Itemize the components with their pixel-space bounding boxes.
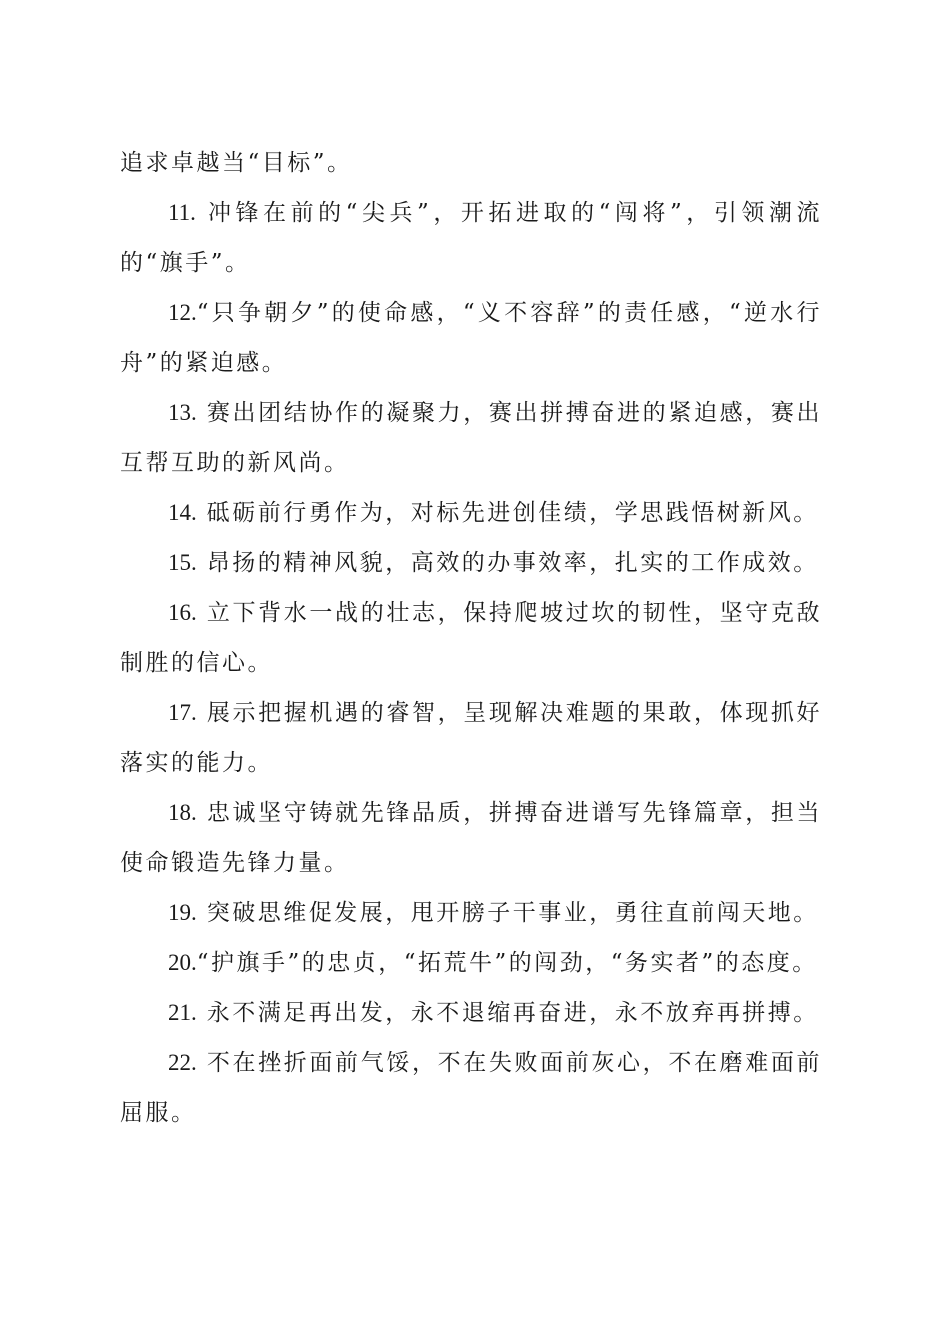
- item-number: 21.: [168, 1000, 197, 1025]
- item-text: 昂扬的精神风貌，高效的办事效率，扎实的工作成效。: [206, 550, 819, 576]
- item-text: “护旗手”的忠贞，“拓荒牛”的闯劲，“务实者”的态度。: [196, 950, 818, 976]
- list-item-13: [120, 388, 822, 488]
- list-item-20: [120, 938, 822, 988]
- item-number: 18.: [168, 800, 197, 825]
- item-text: 忠诚坚守铸就先锋品质，拼搏奋进谱写先锋篇章，担当使命锻造先锋力量。: [120, 800, 822, 876]
- list-item-16: [120, 588, 822, 688]
- item-number: 19.: [168, 900, 197, 925]
- list-item-12: [120, 288, 822, 388]
- list-item-15: [120, 538, 822, 588]
- item-text: 砥砺前行勇作为，对标先进创佳绩，学思践悟树新风。: [206, 500, 819, 526]
- list-item-19: [120, 888, 822, 938]
- item-number: 11.: [168, 200, 196, 225]
- item-text: 展示把握机遇的睿智，呈现解决难题的果敢，体现抓好落实的能力。: [120, 700, 822, 776]
- item-text: “只争朝夕”的使命感，“义不容辞”的责任感，“逆水行舟”的紧迫感。: [120, 300, 822, 376]
- item-text: 赛出团结协作的凝聚力，赛出拼搏奋进的紧迫感，赛出互帮互助的新风尚。: [120, 400, 822, 476]
- continuation-paragraph: 追求卓越当“目标”。: [120, 150, 353, 176]
- item-number: 13.: [168, 400, 197, 425]
- item-text: 永不满足再出发，永不退缩再奋进，永不放弃再拼搏。: [206, 1000, 819, 1026]
- item-text: 不在挫折面前气馁，不在失败面前灰心，不在磨难面前屈服。: [120, 1050, 822, 1126]
- item-number: 14.: [168, 500, 197, 525]
- item-text: 冲锋在前的“尖兵”，开拓进取的“闯将”，引领潮流的“旗手”。: [120, 200, 822, 276]
- list-item-18: [120, 788, 822, 888]
- list-item-14: [120, 488, 822, 538]
- list-item-21: [120, 988, 822, 1038]
- item-number: 17.: [168, 700, 197, 725]
- item-text: 突破思维促发展，甩开膀子干事业，勇往直前闯天地。: [206, 900, 819, 926]
- item-number: 22.: [168, 1050, 197, 1075]
- item-text: 立下背水一战的壮志，保持爬坡过坎的韧性，坚守克敌制胜的信心。: [120, 600, 822, 676]
- list-item-11: [120, 188, 822, 288]
- item-number: 20.: [168, 950, 197, 975]
- item-number: 15.: [168, 550, 197, 575]
- item-number: 16.: [168, 600, 197, 625]
- item-number: 12.: [168, 300, 197, 325]
- list-item-22: [120, 1038, 822, 1138]
- document-body: [120, 138, 822, 1138]
- list-item-17: [120, 688, 822, 788]
